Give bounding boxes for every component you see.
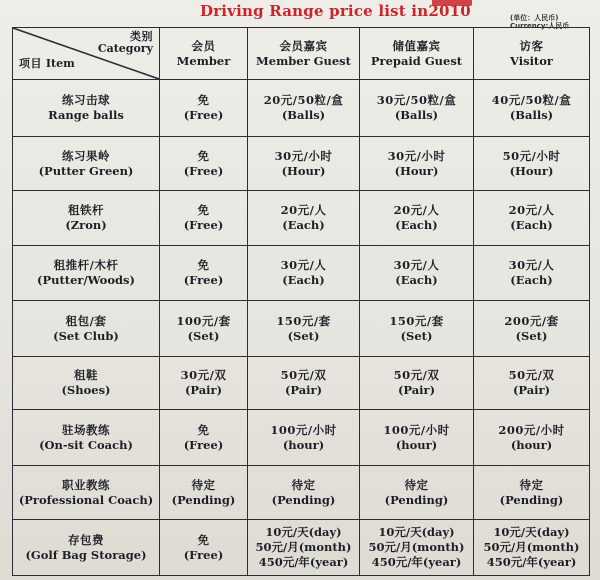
price-line: (Each) <box>395 218 438 232</box>
corner-item-en: Item <box>45 57 75 70</box>
price-line: 30元/小时 <box>387 148 446 163</box>
price-line: (Pair) <box>284 383 323 397</box>
price-line: (Pair) <box>397 383 436 397</box>
corner-category-label <box>98 31 153 55</box>
price-cell <box>160 191 248 246</box>
currency-note-zh: (单位：人民币) <box>510 14 559 22</box>
price-line: 20元/人 <box>280 203 327 217</box>
price-cell <box>360 191 474 246</box>
price-cell <box>248 357 360 410</box>
table-row <box>13 137 590 191</box>
row-item-cell <box>13 137 160 191</box>
price-line: 50元/双 <box>280 368 327 382</box>
row-item-cell <box>13 466 160 520</box>
price-line: 20元/50粒/盒 <box>263 93 344 107</box>
price-cell <box>160 301 248 357</box>
price-cell <box>160 466 248 520</box>
row-item-en: (Set Club) <box>53 328 119 343</box>
row-item-zh: 存包费 <box>68 532 104 547</box>
price-line: 20元/人 <box>393 203 440 217</box>
table-row <box>13 80 590 137</box>
corner-category-zh: 类别 <box>130 30 153 43</box>
price-cell <box>474 410 590 466</box>
row-item-en: (Zron) <box>65 218 107 232</box>
price-cell <box>160 137 248 191</box>
price-line: 10元/天(day) <box>378 525 455 539</box>
column-header-en: Member Guest <box>256 53 351 68</box>
row-item-zh: 租鞋 <box>74 368 98 382</box>
price-line: (Each) <box>395 273 438 287</box>
price-cell <box>474 357 590 410</box>
price-line: 150元/套 <box>276 313 331 328</box>
price-line: (Pending) <box>271 492 336 507</box>
price-line: (Each) <box>510 273 553 287</box>
row-item-cell <box>13 357 160 410</box>
price-line: 50元/月(month) <box>255 540 352 554</box>
price-line: (Free) <box>183 163 224 178</box>
price-line: 30元/50粒/盒 <box>376 93 457 107</box>
price-line: (Pair) <box>184 383 223 397</box>
price-cell <box>248 301 360 357</box>
price-cell <box>360 357 474 410</box>
column-header-en: Prepaid Guest <box>370 53 463 68</box>
price-line: 100元/套 <box>176 313 231 328</box>
column-header-zh: 储值嘉宾 <box>392 38 441 53</box>
price-line: 10元/天(day) <box>265 525 342 539</box>
price-line: (Balls) <box>394 108 439 122</box>
price-line: (Each) <box>282 273 325 287</box>
price-line: (Each) <box>282 218 325 232</box>
price-cell <box>160 80 248 137</box>
price-line: 免 <box>197 203 210 217</box>
price-cell <box>360 520 474 576</box>
price-cell <box>474 246 590 301</box>
price-cell <box>248 520 360 576</box>
price-line: 待定 <box>404 477 429 492</box>
row-item-cell <box>13 246 160 301</box>
row-item-cell <box>13 520 160 576</box>
column-header-zh: 访客 <box>519 38 544 53</box>
price-cell <box>474 301 590 357</box>
row-item-zh: 职业教练 <box>62 477 110 492</box>
price-line: (Pending) <box>499 492 564 507</box>
price-line: (Balls) <box>281 108 326 122</box>
price-line: 30元/人 <box>393 258 440 272</box>
price-line: 50元/双 <box>508 368 555 382</box>
price-cell <box>248 80 360 137</box>
price-line: (Hour) <box>394 163 439 178</box>
table-row <box>13 466 590 520</box>
row-item-en: Range balls <box>48 108 124 122</box>
price-cell <box>474 466 590 520</box>
price-cell <box>248 191 360 246</box>
page-title: Driving Range price list in2010 <box>200 2 471 20</box>
column-header-prepaid-guest <box>360 28 474 80</box>
header-row <box>13 28 590 80</box>
price-cell <box>160 246 248 301</box>
row-item-cell <box>13 410 160 466</box>
price-line: 20元/人 <box>508 203 555 217</box>
price-line: 150元/套 <box>389 313 444 328</box>
row-item-zh: 练习果岭 <box>62 148 110 163</box>
price-cell <box>360 80 474 137</box>
price-cell <box>248 410 360 466</box>
price-line: (Hour) <box>509 163 554 178</box>
row-item-en: (Shoes) <box>61 383 111 397</box>
row-item-en: (On-sit Coach) <box>39 437 133 452</box>
price-line: 待定 <box>191 477 216 492</box>
price-line: (Pair) <box>512 383 551 397</box>
column-header-en: Member <box>176 53 231 68</box>
price-line: (Free) <box>183 108 224 122</box>
table-row <box>13 520 590 576</box>
price-line: (Pending) <box>171 492 236 507</box>
row-item-en: (Putter Green) <box>38 163 134 178</box>
price-line: 10元/天(day) <box>493 525 570 539</box>
price-line: (Each) <box>510 218 553 232</box>
row-item-en: (Professional Coach) <box>18 492 154 507</box>
price-cell <box>248 466 360 520</box>
price-line: (Hour) <box>281 163 326 178</box>
table-row <box>13 246 590 301</box>
price-cell <box>160 357 248 410</box>
price-line: 30元/小时 <box>274 148 333 163</box>
row-item-en: (Golf Bag Storage) <box>25 547 147 562</box>
price-line: (Pending) <box>384 492 449 507</box>
price-line: 免 <box>197 422 210 437</box>
row-item-zh: 租包/套 <box>65 313 107 328</box>
price-cell <box>248 246 360 301</box>
header <box>0 0 600 30</box>
column-header-member <box>160 28 248 80</box>
row-item-zh: 租铁杆 <box>68 203 104 217</box>
price-cell <box>474 80 590 137</box>
price-line: 200元/套 <box>504 313 559 328</box>
price-line: 200元/小时 <box>498 422 565 437</box>
price-cell <box>160 410 248 466</box>
column-header-en: Visitor <box>510 53 553 68</box>
price-line: 免 <box>197 93 210 107</box>
column-header-visitor <box>474 28 590 80</box>
price-line: (Free) <box>183 273 224 287</box>
price-line: 30元/双 <box>180 368 227 382</box>
price-line: 50元/双 <box>393 368 440 382</box>
price-line: 450元/年(year) <box>258 555 349 569</box>
row-item-cell <box>13 191 160 246</box>
price-line: 免 <box>197 532 210 547</box>
price-line: 50元/月(month) <box>368 540 465 554</box>
price-line: (Free) <box>183 218 224 232</box>
corner-item-zh: 项目 <box>19 57 42 70</box>
table-row <box>13 410 590 466</box>
price-cell <box>360 410 474 466</box>
row-item-cell <box>13 301 160 357</box>
row-item-cell <box>13 80 160 137</box>
corner-category-en: Category <box>97 42 153 55</box>
price-line: (hour) <box>510 437 553 452</box>
price-line: 待定 <box>519 477 544 492</box>
price-line: (Set) <box>287 328 320 343</box>
price-line: (hour) <box>282 437 325 452</box>
row-item-zh: 租推杆/木杆 <box>53 258 119 272</box>
price-line: 100元/小时 <box>270 422 337 437</box>
column-header-zh: 会员 <box>191 38 216 53</box>
price-cell <box>248 137 360 191</box>
price-cell <box>160 520 248 576</box>
row-item-en: (Putter/Woods) <box>37 273 135 287</box>
corner-item-label <box>19 56 75 71</box>
price-line: 450元/年(year) <box>486 555 577 569</box>
price-line: (Balls) <box>509 108 554 122</box>
price-line: (Set) <box>187 328 220 343</box>
price-cell <box>474 137 590 191</box>
price-line: (Set) <box>400 328 433 343</box>
price-line: 100元/小时 <box>383 422 450 437</box>
price-cell <box>360 301 474 357</box>
row-item-zh: 驻场教练 <box>62 422 110 437</box>
price-cell <box>474 191 590 246</box>
price-line: (Set) <box>515 328 548 343</box>
price-line: 50元/小时 <box>502 148 561 163</box>
row-item-zh: 练习击球 <box>62 93 110 107</box>
price-table-body <box>13 28 590 576</box>
column-header-zh: 会员嘉宾 <box>279 38 328 53</box>
price-line: 40元/50粒/盒 <box>491 93 572 107</box>
price-line: 50元/月(month) <box>483 540 580 554</box>
currency-note-en: Currency:人民币 <box>510 22 570 30</box>
column-header-member-guest <box>248 28 360 80</box>
price-line: 450元/年(year) <box>371 555 462 569</box>
price-cell <box>360 466 474 520</box>
price-cell <box>360 137 474 191</box>
price-line: (Free) <box>183 547 224 562</box>
price-cell <box>474 520 590 576</box>
price-line: 免 <box>197 148 210 163</box>
price-cell <box>360 246 474 301</box>
corner-header-cell <box>13 28 160 80</box>
price-line: 免 <box>197 258 210 272</box>
price-line: 30元/人 <box>280 258 327 272</box>
table-row <box>13 191 590 246</box>
price-line: (Free) <box>183 437 224 452</box>
table-row <box>13 301 590 357</box>
table-row <box>13 357 590 410</box>
price-line: (hour) <box>395 437 438 452</box>
price-line: 30元/人 <box>508 258 555 272</box>
price-table <box>12 27 590 576</box>
price-line: 待定 <box>291 477 316 492</box>
